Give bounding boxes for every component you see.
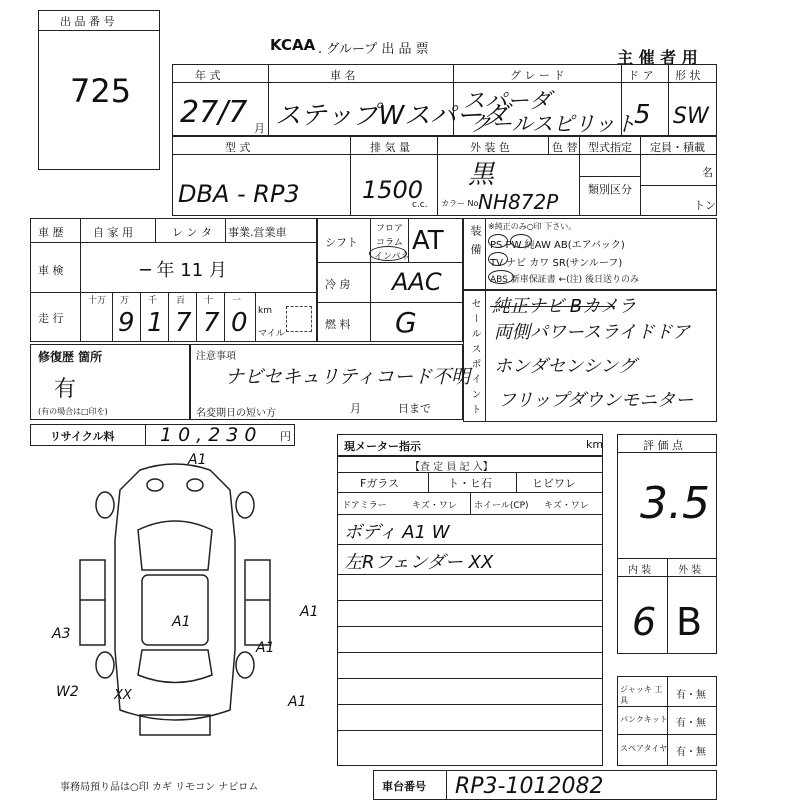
mileage-digit-3: 7 (175, 308, 192, 338)
equipment-tv-circle (488, 252, 508, 266)
notes-month-label: 月 (350, 402, 361, 415)
capacity-label: 定員・積載 (650, 141, 705, 154)
inspection-note-2: 左Rフェンダー XX (344, 552, 494, 573)
type-designation-label: 型式指定 (588, 141, 632, 154)
jack-label: ジャッキ 工 具 (620, 685, 663, 705)
notes-label: 注意事項 (196, 351, 236, 362)
displacement-value: 1500 (362, 176, 424, 204)
digit-label-100k: 十万 (88, 296, 107, 306)
car-name-value: ステップWスパーダ (275, 101, 509, 131)
color-change-label: 色 替 (552, 141, 578, 154)
damage-mark-right: A1 (300, 604, 319, 620)
organizer-label: 主 催 者 用 (617, 48, 698, 67)
damage-mark-roof: A1 (172, 614, 191, 630)
spare-options: 有・無 (676, 747, 706, 758)
shape-label: 形 状 (675, 69, 701, 82)
notes-value: ナビセキュリティコード不明 (225, 366, 471, 388)
sales-line-3: ホンダセンシング (494, 356, 637, 377)
recycle-label: リサイクル料 (50, 430, 115, 443)
model-value: DBA - RP3 (178, 180, 300, 208)
digit-label-10: 十 (204, 296, 214, 306)
color-no-label: カラー No. (441, 199, 481, 208)
inspection-item-crack: ヒビワレ (532, 477, 576, 490)
inspection-value: ─ 年 11 月 (140, 260, 227, 281)
form-title: . グループ 出 品 票 (318, 42, 429, 57)
recycle-value: 10,230 (160, 424, 263, 446)
damage-mark-right-mid: A1 (256, 640, 275, 656)
diagram-footer: 事務局預り品は○印 カギ リモコン ナビロム (60, 782, 259, 793)
year-month-suffix: 月 (254, 122, 265, 135)
history-label: 車 歴 (38, 226, 64, 239)
color-value: 黒 (468, 160, 495, 190)
puncture-label: パンクキット (620, 715, 668, 724)
equipment-line-3: ABS 新車保証書 ←(注) 後日送りのみ (490, 275, 640, 285)
chassis-value: RP3-1012082 (455, 774, 604, 799)
exterior-label: 外 装 (678, 565, 702, 576)
equipment-line-2: TV ナビ カワ SR(サンルーフ) (490, 258, 623, 269)
digit-label-10k: 万 (120, 296, 130, 306)
shift-option-floor: フロア (376, 224, 404, 234)
damage-mark-left-w2: W2 (56, 684, 79, 700)
meter-unit: km (586, 438, 604, 451)
history-option-business: 事業.営業車 (228, 226, 287, 239)
mileage-label: 走 行 (38, 312, 64, 325)
history-option-private: 自 家 用 (93, 226, 133, 239)
digit-label-1k: 千 (148, 296, 158, 306)
equipment-label: 装 備 (469, 225, 482, 257)
people-unit: 名 (702, 166, 713, 179)
wheel-label: ホイール(CP) (474, 501, 529, 511)
class-label: 類別区分 (588, 183, 632, 196)
mileage-digit-2: 1 (147, 308, 164, 338)
shift-label: シフト (325, 236, 358, 249)
jack-options: 有・無 (676, 690, 706, 701)
digit-label-100: 百 (176, 296, 186, 306)
shift-option-column: コラム (376, 238, 403, 248)
cc-unit: c.c. (412, 200, 428, 210)
mileage-unit-box (286, 306, 312, 332)
sales-label: セ ー ル ス ポ イ ン ト (469, 298, 480, 416)
grade-value-1: スパーダ (463, 89, 552, 114)
mile-unit: マイル (258, 329, 285, 339)
inspection-label: 車 検 (38, 264, 64, 277)
car-name-label: 車 名 (330, 69, 356, 82)
equipment-pw-circle (510, 234, 532, 248)
wheel-options: キズ・ワレ (544, 501, 589, 511)
repair-value: 有 (54, 377, 77, 402)
fuel-label: 燃 料 (325, 318, 351, 331)
notes-day-label: 日まで (398, 402, 431, 415)
inspection-item-fglass: Fガラス (360, 477, 399, 490)
year-label: 年 式 (195, 69, 221, 82)
equipment-ps-circle (488, 234, 508, 248)
mileage-digit-5: 0 (231, 308, 248, 338)
interior-label: 内 装 (628, 565, 652, 576)
equipment-note: ※純正のみ○印 下さい。 (488, 222, 577, 231)
sales-line-1: 純正ナビ Bカメラ (492, 296, 637, 317)
lot-label: 出 品 番 号 (60, 15, 115, 28)
equipment-abs-circle (488, 270, 514, 284)
door-mirror-label: ドアミラー (342, 501, 387, 511)
exterior-value: B (676, 600, 703, 644)
puncture-options: 有・無 (676, 718, 706, 729)
spare-label: スペアタイヤ (620, 744, 668, 753)
inspection-title: 【査 定 員 記 入】 (410, 462, 493, 473)
repair-label: 修復歴 箇所 (38, 350, 103, 364)
ac-value: AAC (392, 268, 442, 296)
fuel-value: G (395, 306, 417, 339)
brand-logo: KCAA (270, 36, 316, 54)
damage-mark-left-a3: A3 (52, 626, 71, 642)
damage-mark-front: A1 (188, 452, 207, 468)
ton-unit: トン (694, 199, 716, 212)
door-value: 5 (634, 100, 651, 130)
sales-line-2: 両側パワースライドドア (494, 322, 691, 343)
interior-value: 6 (632, 600, 657, 644)
inspection-note-1: ボディ A1 W (344, 522, 450, 543)
score-value: 3.5 (640, 478, 710, 529)
chassis-label: 車台番号 (382, 780, 426, 793)
meter-label: 現メーター指示 (344, 440, 421, 453)
grade-value-2: クールスピリット (470, 112, 637, 136)
shift-value: AT (412, 226, 444, 256)
mileage-digit-4: 7 (203, 308, 220, 338)
damage-mark-right-rear: A1 (288, 694, 307, 710)
equipment-line-1: PS PW 純AW AB(エアバック) (490, 240, 625, 251)
door-mirror-options: キズ・ワレ (412, 501, 457, 511)
color-no-value: NH872P (478, 190, 559, 214)
history-option-rental: レ ン タ (172, 226, 212, 239)
year-value: 27/7 (180, 95, 248, 130)
lot-number: 725 (70, 72, 132, 110)
grade-label: グ レ ー ド (510, 69, 565, 82)
displacement-label: 排 気 量 (370, 141, 410, 154)
score-label: 評 価 点 (643, 439, 683, 452)
shift-selected-circle (369, 246, 410, 262)
mileage-digit-1: 9 (118, 308, 135, 338)
sales-line-4: フリップダウンモニター (498, 390, 694, 411)
ac-label: 冷 房 (325, 278, 351, 291)
door-label: ド ア (628, 69, 654, 82)
damage-mark-left-xx: XX (114, 688, 132, 703)
shape-value: SW (673, 104, 709, 129)
km-unit: km (258, 306, 272, 316)
digit-label-1: 一 (232, 296, 242, 306)
shift-option-panel: インパネ (374, 252, 410, 262)
inspection-item-chip: ト・ヒ石 (448, 477, 492, 490)
repair-note: (有の場合は□印を) (38, 407, 108, 416)
notes-expiry-label: 名変期日の短い方 (196, 408, 276, 419)
model-label: 型 式 (225, 141, 251, 154)
color-label: 外 装 色 (470, 141, 510, 154)
recycle-unit: 円 (280, 430, 291, 443)
car-damage-diagram (70, 450, 280, 750)
